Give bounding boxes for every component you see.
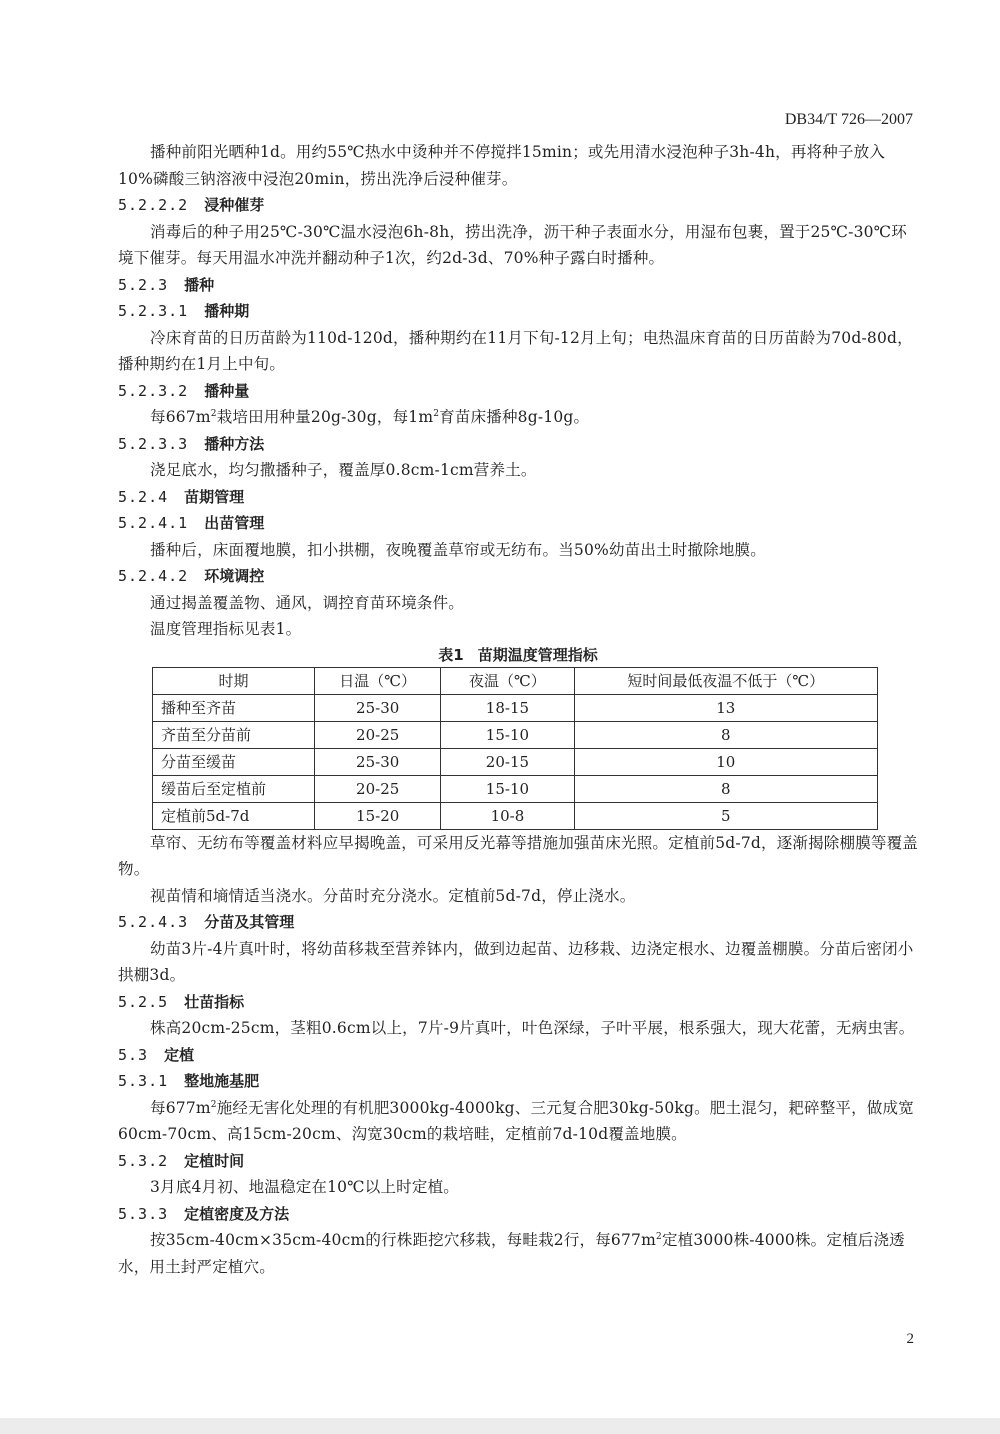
- table-cell: 15-10: [441, 721, 574, 748]
- table-caption-title: 苗期温度管理指标: [477, 645, 598, 664]
- body-paragraph: 幼苗3片-4片真叶时，将幼苗移栽至营养钵内，做到边起苗、边移栽、边浇定根水、边覆盖棚膜。分苗后密闭小拱棚3d。: [118, 939, 914, 984]
- table-cell: 10-8: [441, 802, 574, 829]
- table-cell: 18-15: [441, 694, 574, 721]
- section-heading: [118, 909, 918, 936]
- table-header-cell: 短时间最低夜温不低于（℃）: [574, 667, 877, 694]
- section-number: 5.3.2: [118, 1151, 169, 1170]
- section-title: 环境调控: [204, 567, 265, 585]
- section-title: 整地施基肥: [184, 1072, 260, 1090]
- table-row: [153, 721, 878, 748]
- section-heading: [118, 510, 918, 537]
- table-cell: 25-30: [315, 748, 441, 775]
- table-cell: 8: [574, 721, 877, 748]
- section-title: 播种期: [204, 302, 250, 320]
- table-cell: 10: [574, 748, 877, 775]
- body-paragraph: [118, 404, 918, 431]
- table-caption-number: 表1: [438, 645, 464, 664]
- section-number: 5.2.2.2: [118, 196, 189, 214]
- page-number: 2: [906, 1331, 914, 1347]
- superscript: 2: [210, 408, 217, 419]
- section-heading: [118, 989, 918, 1016]
- body-paragraph: 株高20cm-25cm，茎粗0.6cm以上，7片-9片真叶，叶色深绿，子叶平展，根系强大，现大花蕾，无病虫害。: [150, 1019, 915, 1037]
- table-cell: 15-10: [441, 775, 574, 802]
- body-paragraph: 消毒后的种子用25℃-30℃温水浸泡6h-8h，捞出洗净，沥干种子表面水分，用湿布包裹，置于25℃-30℃环境下催芽。每天用温水冲洗并翻动种子1次，约2d-3d、70%种子露白时播种。: [118, 222, 907, 267]
- body-paragraph: 3月底4月初、地温稳定在10℃以上时定植。: [150, 1178, 459, 1196]
- section-heading: [118, 298, 918, 325]
- section-heading: [118, 563, 918, 590]
- superscript: 2: [433, 408, 440, 419]
- section-title: 播种量: [204, 381, 250, 400]
- table-row: [153, 775, 878, 802]
- body-paragraph: 播种后，床面覆地膜，扣小拱棚，夜晚覆盖草帘或无纺布。当50%幼苗出土时撤除地膜。: [150, 540, 766, 559]
- table-cell: 8: [574, 775, 877, 802]
- table-header-cell: 时期: [153, 667, 315, 694]
- body-paragraph: [118, 1227, 918, 1280]
- table-cell: 分苗至缓苗: [153, 748, 315, 775]
- paragraph-text: 每667m: [150, 408, 211, 426]
- paragraph-text: 定植3000株-4000株。定植后浇透水，用土封严定植穴。: [118, 1231, 905, 1276]
- section-title: 播种方法: [204, 434, 265, 453]
- table-header-row: [153, 667, 878, 694]
- body-paragraph: 通过揭盖覆盖物、通风，调控育苗环境条件。: [150, 593, 465, 612]
- table-header-cell: 日温（℃）: [315, 667, 441, 694]
- temperature-table: [152, 667, 878, 830]
- table-cell: 25-30: [315, 694, 441, 721]
- section-title: 定植密度及方法: [184, 1204, 290, 1223]
- table-cell: 15-20: [315, 802, 441, 829]
- section-heading: [118, 272, 918, 299]
- body-paragraph: 温度管理指标见表1。: [150, 620, 302, 638]
- section-heading: [118, 1148, 918, 1175]
- table-cell: 20-15: [441, 748, 574, 775]
- paragraph-text: 按35cm-40cm×35cm-40cm的行株距挖穴移栽，每畦栽2行，每677m: [150, 1231, 657, 1249]
- section-number: 5.3: [118, 1045, 149, 1064]
- section-number: 5.3.1: [118, 1072, 169, 1090]
- paragraph-text: 每677m: [150, 1098, 211, 1117]
- table-cell: 13: [574, 694, 877, 721]
- section-title: 播种: [184, 275, 215, 294]
- table-cell: 5: [574, 802, 877, 829]
- section-heading: [118, 1068, 918, 1095]
- standard-code: DB34/T 726—2007: [784, 111, 913, 128]
- body-paragraph: 播种前阳光晒种1d。用约55℃热水中烫种并不停搅拌15min；或先用清水浸泡种子3h-4h，再将种子放入10%磷酸三钠溶液中浸泡20min，捞出洗净后浸种催芽。: [118, 143, 886, 188]
- body-paragraph: 草帘、无纺布等覆盖材料应早揭晚盖，可采用反光幕等措施加强苗床光照。定植前5d-7d，逐渐揭除棚膜等覆盖物。: [118, 833, 919, 878]
- table-row: [153, 748, 878, 775]
- section-number: 5.2.4: [118, 487, 169, 506]
- section-heading: [118, 1042, 918, 1069]
- table-cell: 缓苗后至定植前: [153, 775, 315, 802]
- table-header-cell: 夜温（℃）: [441, 667, 574, 694]
- section-number: 5.2.5: [118, 992, 169, 1011]
- table-cell: 20-25: [315, 721, 441, 748]
- table-cell: 播种至齐苗: [153, 694, 315, 721]
- section-number: 5.2.3.3: [118, 434, 189, 453]
- body-paragraph: 冷床育苗的日历苗龄为110d-120d，播种期约在11月下旬-12月上旬；电热温床育苗的日历苗龄为70d-80d，播种期约在1月上中旬。: [118, 328, 913, 373]
- body-paragraph: 浇足底水，均匀撒播种子，覆盖厚0.8cm-1cm营养土。: [150, 461, 537, 479]
- section-heading: [118, 192, 918, 219]
- body-paragraph: 视苗情和墒情适当浇水。分苗时充分浇水。定植前5d-7d，停止浇水。: [150, 886, 636, 905]
- section-title: 壮苗指标: [184, 992, 245, 1011]
- section-title: 苗期管理: [184, 487, 245, 506]
- section-title: 浸种催芽: [204, 196, 265, 214]
- table-cell: 定植前5d-7d: [153, 802, 315, 829]
- section-title: 分苗及其管理: [204, 913, 295, 931]
- section-heading: [118, 484, 918, 511]
- section-number: 5.2.4.2: [118, 567, 189, 585]
- table-cell: 齐苗至分苗前: [153, 721, 315, 748]
- document-body: [118, 139, 918, 1280]
- section-number: 5.2.4.3: [118, 913, 189, 931]
- section-title: 定植: [164, 1045, 195, 1064]
- body-paragraph: [118, 1095, 918, 1148]
- section-number: 5.2.4.1: [118, 514, 189, 532]
- paragraph-text: 育苗床播种8g-10g。: [439, 408, 590, 426]
- section-number: 5.2.3: [118, 275, 169, 294]
- table-cell: 20-25: [315, 775, 441, 802]
- table-row: [153, 694, 878, 721]
- section-title: 出苗管理: [204, 514, 265, 532]
- table-caption: [118, 643, 918, 667]
- viewer-bottom-bar: [0, 1418, 1000, 1434]
- section-number: 5.2.3.1: [118, 302, 189, 320]
- section-heading: [118, 378, 918, 405]
- section-number: 5.3.3: [118, 1204, 169, 1223]
- paragraph-text: 栽培田用种量20g-30g，每1m: [216, 408, 434, 426]
- superscript: 2: [656, 1231, 662, 1242]
- superscript: 2: [210, 1099, 217, 1110]
- table-row: [153, 802, 878, 829]
- section-title: 定植时间: [184, 1151, 245, 1170]
- section-number: 5.2.3.2: [118, 381, 189, 400]
- section-heading: [118, 1201, 918, 1228]
- section-heading: [118, 431, 918, 458]
- paragraph-text: 施经无害化处理的有机肥3000kg-4000kg、三元复合肥30kg-50kg。肥土混匀，耙碎整平，做成宽60cm-70cm、高15cm-20cm、沟宽30cm的栽培畦，定植前7d-10d覆盖地膜。: [118, 1098, 914, 1143]
